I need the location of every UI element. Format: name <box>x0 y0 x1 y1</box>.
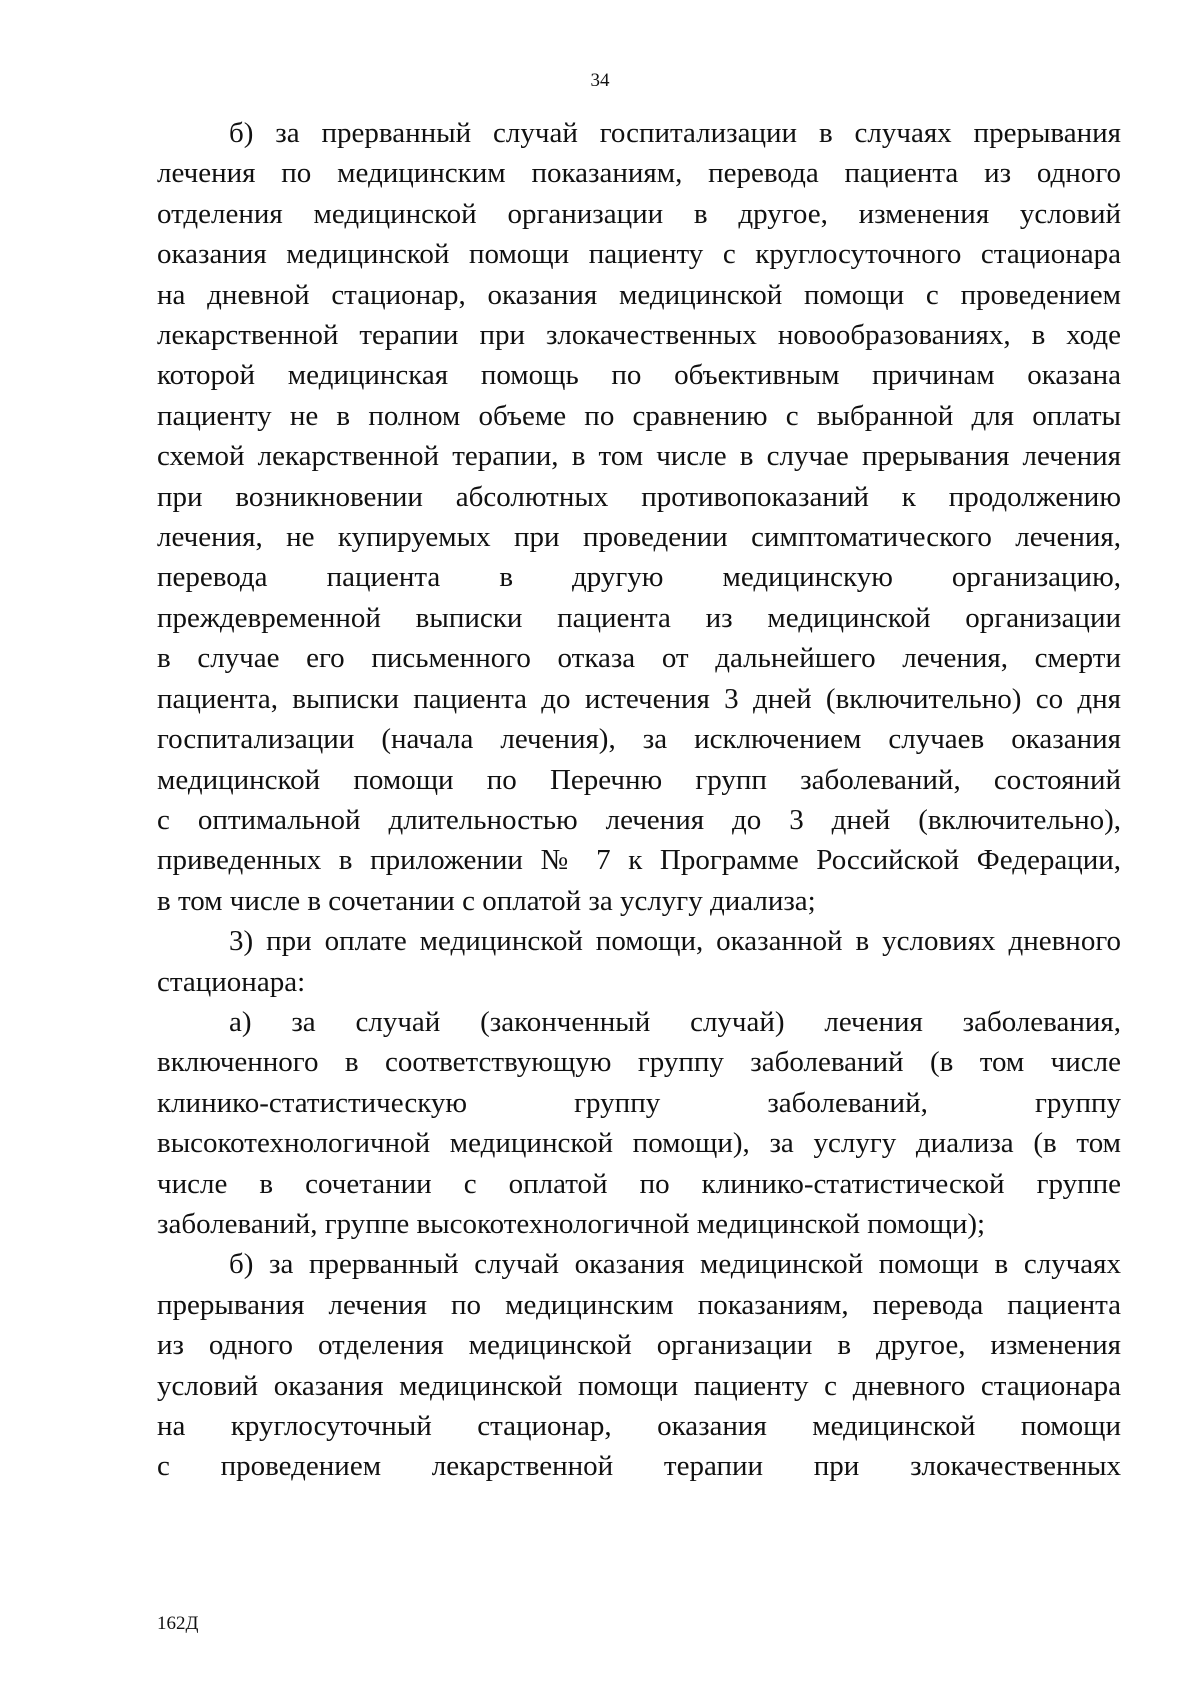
text-line: 3) при оплате медицинской помощи, оказанной в условиях дневного <box>229 925 1121 958</box>
text-line: на дневной стационар, оказания медицинской помощи с проведением <box>157 278 1121 311</box>
text-line: пациенту не в полном объеме по сравнению с выбранной для оплаты <box>157 399 1121 432</box>
document-code: 162Д <box>157 1613 199 1634</box>
text-line: в том числе в сочетании с оплатой за услугу диализа; <box>157 884 816 917</box>
text-line: б) за прерванный случай госпитализации в случаях прерывания <box>229 117 1121 149</box>
text-line: высокотехнологичной медицинской помощи), за услугу диализа (в том <box>157 1127 1121 1160</box>
text-line: отделения медицинской организации в другое, изменения условий <box>157 197 1121 230</box>
paragraph-b-interrupted-care <box>157 1244 1121 1486</box>
text-line: б) за прерванный случай оказания медицинской помощи в случаях <box>229 1248 1121 1281</box>
text-line: числе в сочетании с оплатой по клинико-статистической группе <box>157 1167 1121 1200</box>
text-line: лекарственной терапии при злокачественных новообразованиях, в ходе <box>157 319 1121 352</box>
text-line: заболеваний, группе высокотехнологичной медицинской помощи); <box>157 1207 986 1240</box>
text-line: оказания медицинской помощи пациенту с круглосуточного стационара <box>157 238 1121 271</box>
text-line: с оптимальной длительностью лечения до 3 дней (включительно), <box>157 803 1121 836</box>
text-line: прерывания лечения по медицинским показаниям, перевода пациента <box>157 1288 1121 1321</box>
text-line: клинико-статистическую группу заболеваний, группу <box>157 1086 1121 1119</box>
text-line: из одного отделения медицинской организации в другое, изменения <box>157 1329 1121 1362</box>
text-line: включенного в соответствующую группу заболеваний (в том числе <box>157 1046 1121 1079</box>
text-line: стационара: <box>157 965 306 998</box>
document-body <box>157 113 1121 1487</box>
text-line: которой медицинская помощь по объективным причинам оказана <box>157 359 1121 392</box>
text-line: перевода пациента в другую медицинскую организацию, <box>157 561 1121 594</box>
paragraph-3-day-hospital <box>157 921 1121 1002</box>
text-line: преждевременной выписки пациента из медицинской организации <box>157 601 1121 634</box>
text-line: лечения по медицинским показаниям, перевода пациента из одного <box>157 157 1121 190</box>
text-line: в случае его письменного отказа от дальнейшего лечения, смерти <box>157 642 1121 675</box>
text-line: пациента, выписки пациента до истечения 3 дней (включительно) со дня <box>157 682 1121 715</box>
text-line: лечения, не купируемых при проведении симптоматического лечения, <box>157 521 1121 554</box>
text-line: приведенных в приложении № 7 к Программе Российской Федерации, <box>157 844 1121 877</box>
text-line: госпитализации (начала лечения), за исключением случаев оказания <box>157 723 1121 756</box>
text-line: условий оказания медицинской помощи пациенту с дневного стационара <box>157 1369 1121 1402</box>
text-line: а) за случай (законченный случай) лечения заболевания, <box>229 1005 1121 1038</box>
text-line: на круглосуточный стационар, оказания медицинской помощи <box>157 1410 1121 1442</box>
text-line: с проведением лекарственной терапии при злокачественных <box>157 1450 1121 1483</box>
text-line: схемой лекарственной терапии, в том числе в случае прерывания лечения <box>157 440 1121 473</box>
page-number: 34 <box>590 70 610 91</box>
paragraph-a-treatment-case <box>157 1002 1121 1244</box>
text-line: при возникновении абсолютных противопоказаний к продолжению <box>157 480 1121 513</box>
paragraph-b-hospitalization <box>157 113 1121 921</box>
text-line: медицинской помощи по Перечню групп заболеваний, состояний <box>157 763 1121 796</box>
